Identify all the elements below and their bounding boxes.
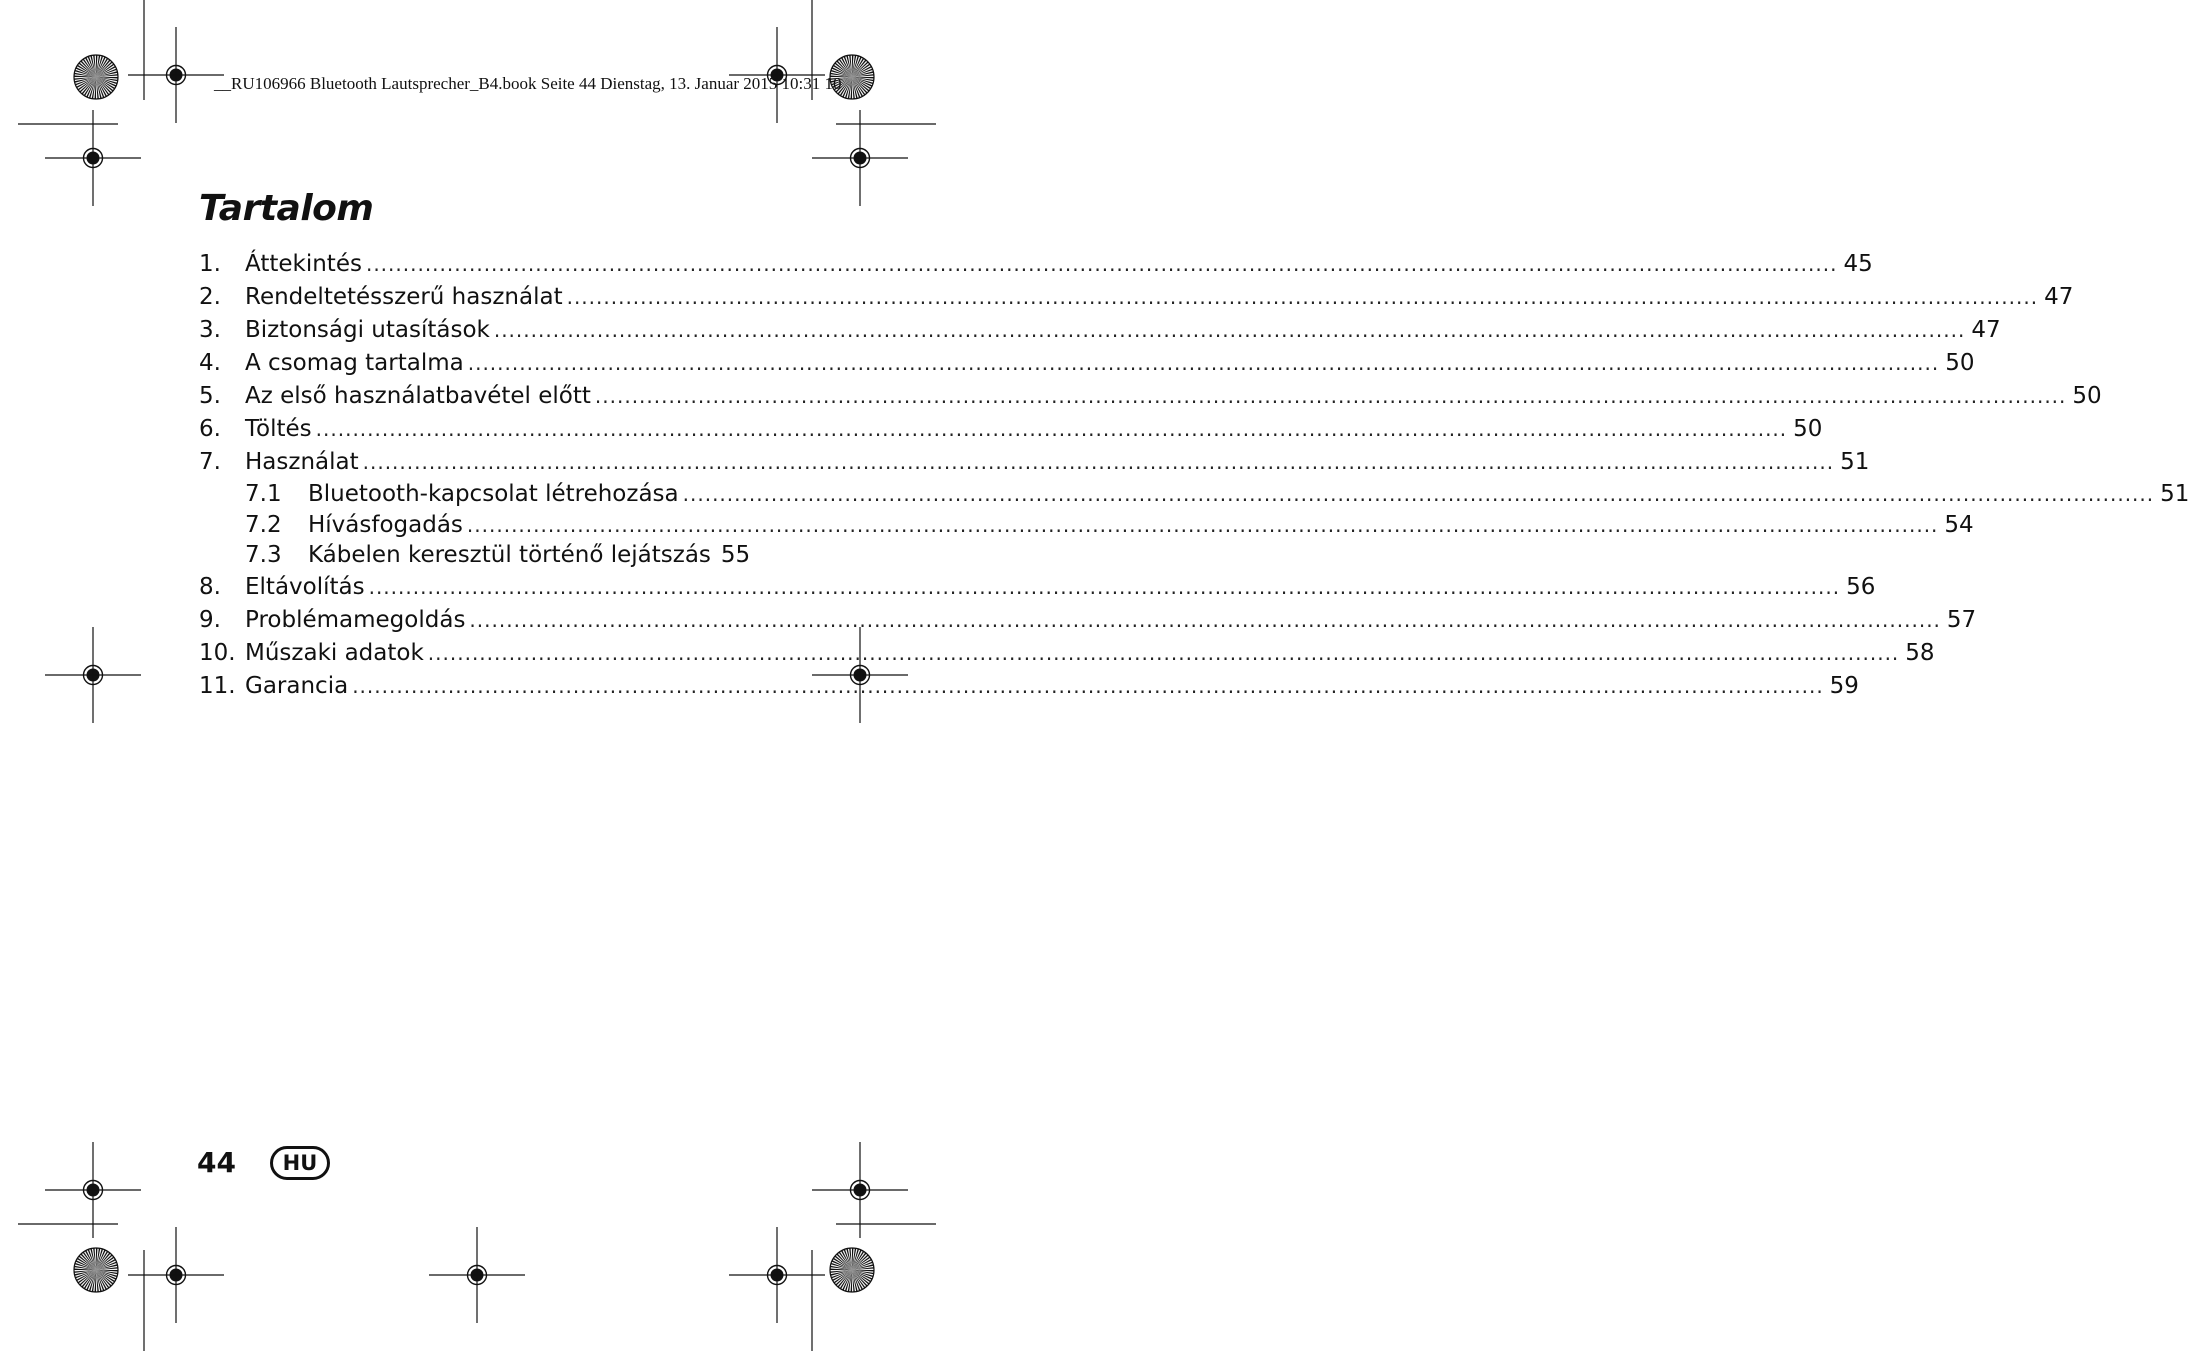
toc-entry-number: 6. — [199, 416, 221, 442]
toc-leader-dots: ........................................................................................................................................................................................................ — [362, 450, 1835, 474]
toc-entry[interactable] — [199, 670, 1859, 703]
toc-leader-dots: ........................................................................................................................................................................................................ — [682, 482, 2155, 506]
toc-leader-dots: ........................................................................................................................................................................................................ — [493, 318, 1966, 342]
toc-entry-label: Biztonsági utasítások — [245, 317, 490, 343]
toc-leader-dots: ........................................................................................................................................................................................................ — [566, 285, 2039, 309]
toc-entry[interactable] — [199, 281, 2074, 314]
toc-entry-number: 11. — [199, 672, 236, 699]
toc-leader-dots: ........................................................................................................................................................................................................ — [467, 351, 1940, 375]
toc-entry-number: 1. — [199, 251, 221, 277]
toc-leader-dots: ........................................................................................................................................................................................................ — [315, 417, 1788, 441]
toc-entry[interactable] — [199, 248, 1873, 281]
page-number: 44 — [197, 1146, 236, 1179]
toc-entry-label: Töltés — [245, 416, 312, 442]
toc-entry-page: 51 — [2160, 481, 2189, 507]
toc-entry-page: 57 — [1946, 606, 1977, 633]
toc-leader-dots: ........................................................................................................................................................................................................ — [469, 607, 1941, 632]
toc-entry-number: 7. — [199, 449, 221, 475]
toc-entry-label: Használat — [245, 449, 359, 475]
toc-entry-page: 51 — [1840, 449, 1870, 475]
toc-entry-page: 56 — [1846, 573, 1876, 600]
toc-entry-page: 58 — [1905, 639, 1935, 666]
toc-entry-page: 47 — [1971, 317, 2001, 343]
toc-leader-dots: ........................................................................................................................................................................................................ — [368, 574, 1841, 599]
toc-leader-dots: ........................................................................................................................................................................................................ — [365, 252, 1838, 276]
toc-entry-number: 4. — [199, 350, 221, 376]
toc-entry-number: 8. — [199, 573, 221, 600]
toc-entry-label: Rendeltetésszerű használat — [245, 284, 563, 310]
toc-entry-page: 54 — [1944, 511, 1974, 538]
page-title: Tartalom — [199, 188, 374, 229]
toc-entry-label: Problémamegoldás — [245, 606, 466, 633]
toc-entry-page: 59 — [1829, 672, 1859, 699]
toc-entry-number: 7.1 — [245, 481, 282, 507]
toc-entry[interactable] — [199, 347, 1975, 380]
toc-entry-page: 50 — [1793, 416, 1823, 442]
toc-entry-label: Garancia — [245, 672, 349, 699]
toc-subentry[interactable] — [199, 510, 1974, 541]
toc-entry[interactable] — [199, 314, 2001, 347]
toc-subentry[interactable] — [199, 540, 751, 571]
toc-leader-dots: ........................................................................................................................................................................................................ — [427, 640, 1900, 665]
toc-entry[interactable] — [199, 413, 1823, 446]
toc-entry-label: Kábelen keresztül történő lejátszás — [308, 542, 711, 568]
toc-entry-page: 50 — [1945, 350, 1975, 376]
table-of-contents — [199, 248, 2189, 703]
toc-entry-number: 7.3 — [245, 542, 282, 568]
toc-entry-number: 2. — [199, 284, 221, 310]
toc-leader-dots: ........................................................................................................................................................................................................ — [466, 512, 1939, 537]
toc-entry-page: 45 — [1843, 251, 1873, 277]
toc-entry[interactable] — [199, 637, 1935, 670]
toc-leader-dots: ........................................................................................................................................................................................................ — [594, 384, 2067, 408]
toc-leader-dots: ........................................................................................................................................................................................................ — [352, 673, 1824, 698]
toc-entry[interactable] — [199, 446, 1870, 479]
toc-subentry[interactable] — [199, 479, 2189, 510]
toc-entry-label: Az első használatbavétel előtt — [245, 383, 591, 409]
toc-entry[interactable] — [199, 604, 1977, 637]
toc-entry[interactable] — [199, 571, 1876, 604]
toc-entry-number: 5. — [199, 383, 221, 409]
toc-entry-label: Műszaki adatok — [245, 639, 424, 666]
toc-entry-number: 7.2 — [245, 511, 282, 538]
toc-entry-label: A csomag tartalma — [245, 350, 464, 376]
toc-entry-number: 3. — [199, 317, 221, 343]
language-badge: HU — [270, 1146, 330, 1180]
toc-entry-label: Bluetooth-kapcsolat létrehozása — [308, 481, 679, 507]
toc-entry-number: 9. — [199, 606, 221, 633]
toc-entry-page: 50 — [2072, 383, 2102, 409]
toc-entry-page: 47 — [2044, 284, 2074, 310]
toc-entry-label: Eltávolítás — [245, 573, 365, 600]
toc-entry-page: 55 — [720, 542, 751, 568]
print-slug-line: __RU106966 Bluetooth Lautsprecher_B4.book Seite 44 Dienstag, 13. Januar 2015 10:31 10 — [214, 74, 842, 93]
toc-entry[interactable] — [199, 380, 2102, 413]
toc-entry-label: Hívásfogadás — [308, 511, 463, 538]
toc-entry-number: 10. — [199, 639, 236, 666]
toc-entry-label: Áttekintés — [245, 251, 362, 277]
